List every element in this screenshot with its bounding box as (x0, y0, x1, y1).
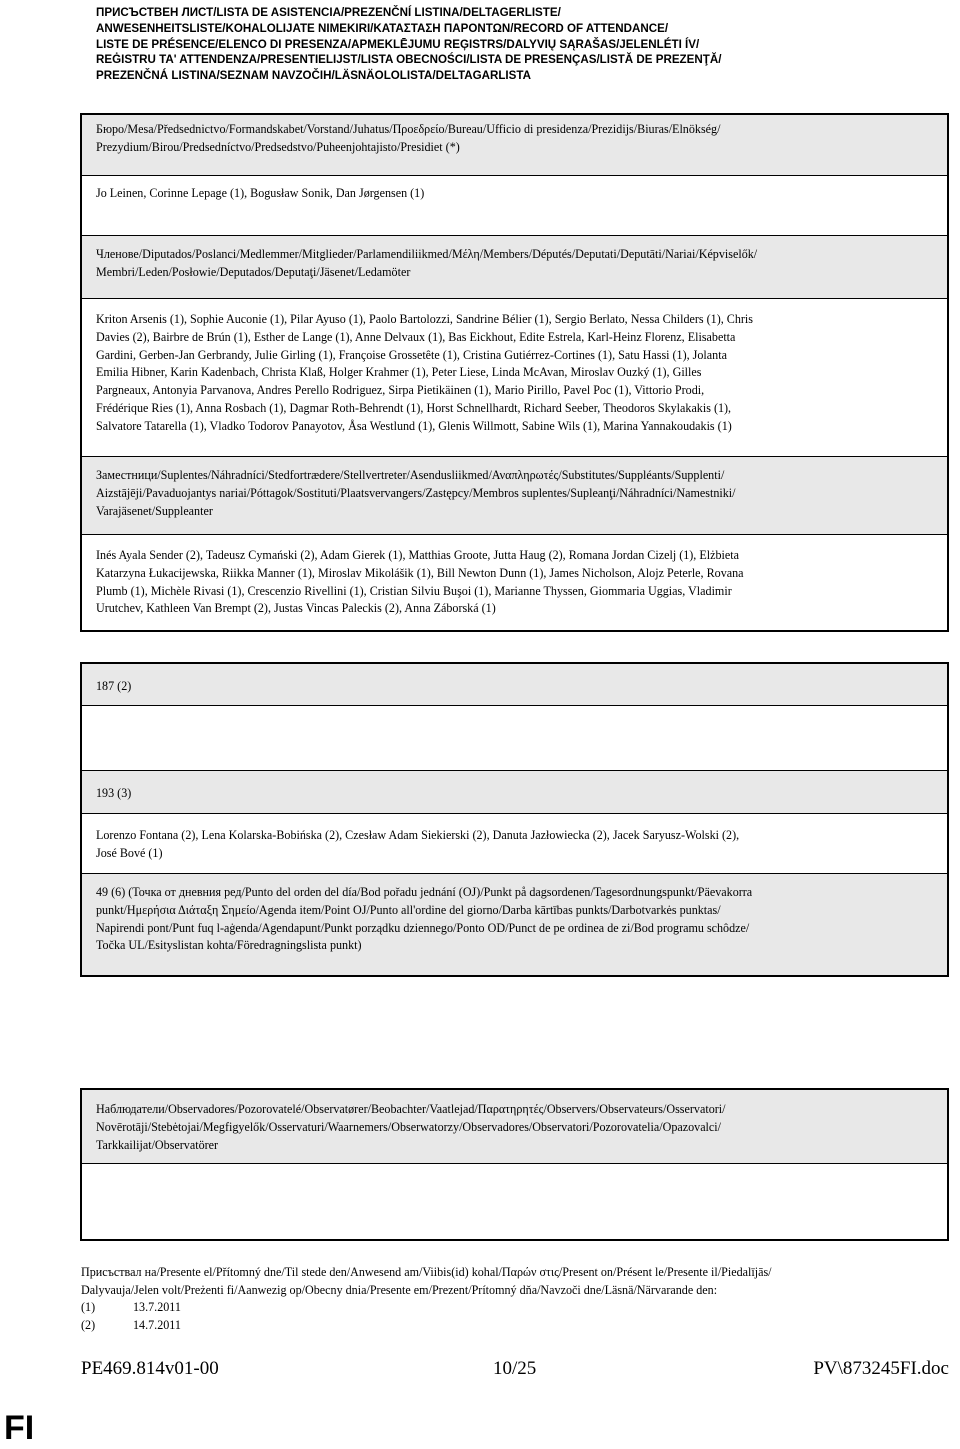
heading-line: Tarkkailijat/Observatörer (96, 1137, 219, 1152)
substitutes-names (82, 535, 947, 630)
names-line: Lorenzo Fontana (2), Lena Kolarska-Bobińska (2), Czesław Adam Siekierski (2), Danuta Jazłowiecka (2), Jacek Saryusz-Wolski (2), (96, 828, 740, 842)
heading-line: Aizstājēji/Pavaduojantys nariai/Póttagok/Sostituti/Plaatsvervangers/Zastępcy/Membros suplentes/Supleanţi/Náhradníci/Namestniki/ (96, 485, 736, 500)
heading-line: Prezydium/Birou/Predsedníctvo/Predsedstvo/Puheenjohtajisto/Presidiet (*) (96, 139, 460, 154)
names-line: Davies (2), Bairbre de Brún (1), Esther de Lange (1), Anne Delvaux (1), Bas Eickhout, Edite Estrela, Karl-Heinz Florenz, Elisabetta (96, 329, 736, 344)
agenda-heading (82, 874, 947, 975)
date-value: 13.7.2011 (133, 1300, 181, 1315)
heading-line: Varajäsenet/Suppleanter (96, 503, 213, 518)
heading-line: Točka UL/Esityslistan kohta/Föredragningslista punkt) (96, 938, 362, 953)
title-line: PREZENČNÁ LISTINA/SEZNAM NAVZOČIH/LÄSNÄOLOLISTA/DELTAGARLISTA (96, 69, 531, 83)
substitutes-heading (82, 457, 947, 535)
names-line: Jo Leinen, Corinne Lepage (1), Bogusław Sonik, Dan Jørgensen (1) (96, 186, 425, 200)
rules-table (80, 662, 949, 977)
rule-187-names (82, 706, 947, 771)
names-line: Salvatore Tatarella (1), Vladko Todorov Panayotov, Åsa Westlund (1), Glenis Willmott, Sabine Wils (1), Marina Yannakoudakis (1) (96, 418, 732, 433)
page-number: 10/25 (493, 1358, 537, 1379)
date-entry (81, 1299, 956, 1317)
bureau-names (82, 176, 947, 236)
heading-line: Napirendi pont/Punt fuq l-aġenda/Agendapunt/Punkt porządku dziennego/Ponto OD/Punct de pe ordinea de zi/Bod programu schôdze/ (96, 920, 750, 935)
file-reference: PV\873245FI.doc (813, 1358, 949, 1379)
names-line: Pargneaux, Antonyia Parvanova, Andres Perello Rodriguez, Sirpa Pietikäinen (1), Mario Pirillo, Pavel Poc (1), Vittorio Prodi, (96, 383, 705, 398)
names-line: Gardini, Gerben-Jan Gerbrandy, Julie Girling (1), Françoise Grossetête (1), Cristina Gutiérrez-Cortines (1), Satu Hassi (1), Jolanta (96, 347, 727, 362)
rule-193-label: 193 (3) (96, 786, 132, 800)
language-code: FI (4, 1409, 35, 1447)
heading-line: Заместници/Suplentes/Náhradníci/Stedfortrædere/Stellvertreter/Asendusliikmed/Αναπληρωτές/Substitutes/Suppléants/Supplenti/ (96, 468, 725, 482)
members-names (82, 299, 947, 457)
heading-line: Членове/Diputados/Poslanci/Medlemmer/Mitglieder/Parlamendiliikmed/Μέλη/Members/Députés/Deputati/Deputāti/Nariai/Képviselők/ (96, 247, 758, 261)
title-line: LISTE DE PRÉSENCE/ELENCO DI PRESENZA/APMEKLĒJUMU REĢISTRS/DALYVIŲ SĄRAŠAS/JELENLÉTI ÍV/ (96, 37, 700, 51)
date-number: (2) (81, 1317, 96, 1332)
rule-187-label: 187 (2) (96, 679, 132, 693)
heading-line: 49 (6) (Точка от дневния ред/Punto del orden del día/Bod pořadu jednání (OJ)/Punkt på dagsordenen/Tagesordnungspunkt/Päevakorra (96, 885, 753, 899)
heading-line: punkt/Ημερήσια Διάταξη Σημείο/Agenda item/Point OJ/Punto all'ordine del giorno/Darba kārtības punkts/Darbotvarkės punktas/ (96, 902, 721, 917)
rule-193-names (82, 814, 947, 874)
names-line: Frédérique Ries (1), Anna Rosbach (1), Dagmar Roth-Behrendt (1), Horst Schnellhardt, Richard Seeber, Theodoros Skylakakis (1), (96, 400, 732, 415)
names-line: Plumb (1), Michèle Rivasi (1), Crescenzio Rivellini (1), Cristian Silviu Buşoi (1), Marianne Thyssen, Giommaria Uggias, Vladimir (96, 583, 732, 598)
attendance-table (80, 113, 949, 632)
heading-line: Novērotāji/Stebėtojai/Megfigyelők/Osservaturi/Waarnemers/Obserwatorzy/Observadores/Observatori/Pozorovatelia/Opazovalci/ (96, 1119, 722, 1134)
present-on-note (81, 1264, 956, 1334)
date-value: 14.7.2011 (133, 1317, 181, 1332)
title-line: ПРИСЪСТВЕН ЛИСТ/LISTA DE ASISTENCIA/PREZENČNÍ LISTINA/DELTAGERLISTE/ (96, 6, 561, 19)
observers-table (80, 1088, 949, 1241)
heading-line: Наблюдатели/Observadores/Pozorovatelé/Observatører/Beobachter/Vaatlejad/Παρατηρητές/Observers/Observateurs/Osservatori/ (96, 1102, 726, 1116)
document-reference: PE469.814v01-00 (81, 1358, 219, 1379)
names-line: Inés Ayala Sender (2), Tadeusz Cymański (2), Adam Gierek (1), Matthias Groote, Jutta Haug (2), Romana Jordan Cizelj (1), Elżbieta (96, 548, 739, 562)
date-number: (1) (81, 1300, 96, 1315)
present-on-line: Присъствал на/Presente el/Přítomný dne/Til stede den/Anwesend am/Viibis(id) kohal/Παρών στις/Present on/Présent le/Presente il/Piedalījās/ (81, 1265, 772, 1279)
bureau-heading (82, 115, 947, 176)
names-line: Katarzyna Łukacijewska, Riikka Manner (1), Miroslav Mikolášik (1), Bill Newton Dunn (1), James Nicholson, Alojz Peterle, Rovana (96, 565, 744, 580)
members-heading (82, 236, 947, 299)
document-title (96, 5, 896, 84)
page-footer (81, 1357, 949, 1381)
title-line: REĠISTRU TA' ATTENDENZA/PRESENTIELIJST/LISTA OBECNOŚCI/LISTA DE PRESENÇAS/LISTĂ DE PREZENŢĂ/ (96, 53, 722, 67)
names-line: Urutchev, Kathleen Van Brempt (2), Justas Vincas Paleckis (2), Anna Záborská (1) (96, 601, 496, 616)
rule-187-heading (82, 664, 947, 706)
present-on-line: Dalyvauja/Jelen volt/Preżenti fi/Aanwezig op/Obecny dnia/Presente em/Prezent/Prítomný dňa/Navzoči dne/Läsnä/Närvarande den: (81, 1282, 718, 1297)
rule-193-heading (82, 771, 947, 814)
heading-line: Бюро/Mesa/Předsednictvo/Formandskabet/Vorstand/Juhatus/Προεδρείο/Bureau/Ufficio di presidenza/Prezidijs/Biuras/Elnökség/ (96, 122, 721, 136)
date-entry (81, 1317, 956, 1335)
observers-names (82, 1164, 947, 1239)
observers-heading (82, 1090, 947, 1164)
names-line: Kriton Arsenis (1), Sophie Auconie (1), Pilar Ayuso (1), Paolo Bartolozzi, Sandrine Bélier (1), Sergio Berlato, Nessa Childers (1), Chris (96, 312, 753, 326)
title-line: ANWESENHEITSLISTE/KOHALOLIJATE NIMEKIRI/ΚΑΤΑΣΤΑΣΗ ΠΑΡΟΝΤΩΝ/RECORD OF ATTENDANCE/ (96, 21, 669, 35)
names-line: Emilia Hibner, Karin Kadenbach, Christa Klaß, Holger Krahmer (1), Peter Liese, Linda McAvan, Miroslav Ouzký (1), Gilles (96, 365, 702, 380)
names-line: José Bové (1) (96, 845, 163, 860)
heading-line: Membri/Leden/Posłowie/Deputados/Deputaţi/Jäsenet/Ledamöter (96, 264, 411, 279)
